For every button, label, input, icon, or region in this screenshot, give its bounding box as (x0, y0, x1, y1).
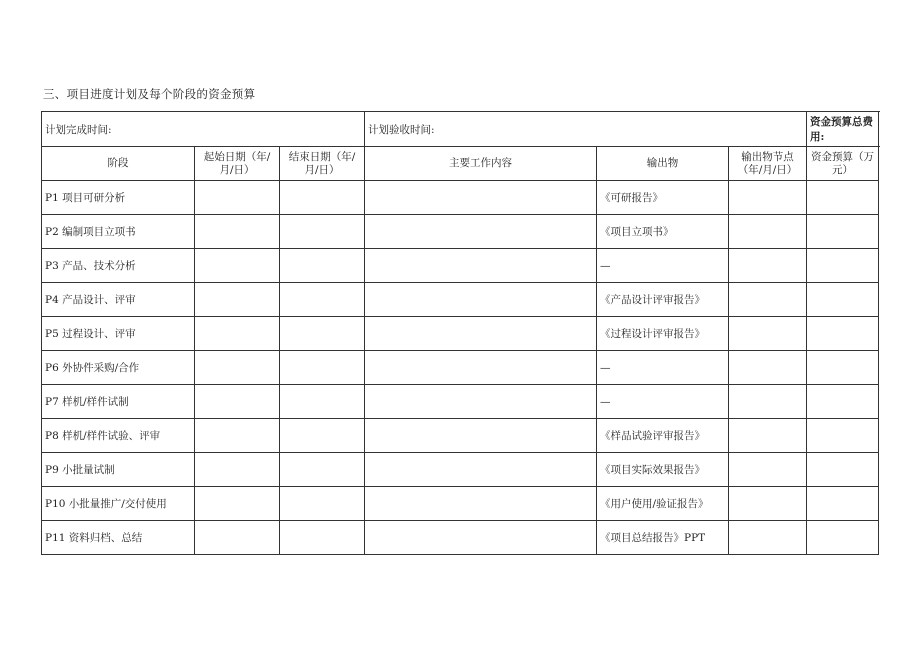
output-node-cell[interactable] (729, 521, 807, 555)
main-work-cell[interactable] (365, 283, 597, 317)
output-node-cell[interactable] (729, 283, 807, 317)
stage-cell: P6 外协件采购/合作 (42, 351, 195, 385)
start-date-cell[interactable] (195, 249, 280, 283)
start-date-cell[interactable] (195, 317, 280, 351)
end-date-cell[interactable] (280, 419, 365, 453)
budget-cell[interactable] (807, 317, 879, 351)
output-node-cell[interactable] (729, 181, 807, 215)
header-output-node: 输出物节点（年/月/日） (729, 147, 807, 181)
output-cell: — (597, 249, 729, 283)
start-date-cell[interactable] (195, 351, 280, 385)
output-node-cell[interactable] (729, 487, 807, 521)
start-date-cell[interactable] (195, 487, 280, 521)
table-row (42, 317, 879, 351)
output-cell: 《项目总结报告》PPT (597, 521, 729, 555)
completion-time-field[interactable]: 计划完成时间: (42, 112, 365, 147)
section-title: 三、项目进度计划及每个阶段的资金预算 (43, 87, 256, 101)
main-work-cell[interactable] (365, 453, 597, 487)
budget-cell[interactable] (807, 215, 879, 249)
start-date-cell[interactable] (195, 385, 280, 419)
budget-cell[interactable] (807, 453, 879, 487)
output-cell: 《用户使用/验证报告》 (597, 487, 729, 521)
header-start-date: 起始日期（年/月/日） (195, 147, 280, 181)
start-date-cell[interactable] (195, 181, 280, 215)
budget-cell[interactable] (807, 521, 879, 555)
end-date-cell[interactable] (280, 351, 365, 385)
budget-cell[interactable] (807, 249, 879, 283)
output-node-cell[interactable] (729, 351, 807, 385)
start-date-cell[interactable] (195, 453, 280, 487)
output-node-cell[interactable] (729, 215, 807, 249)
budget-cell[interactable] (807, 385, 879, 419)
budget-cell[interactable] (807, 181, 879, 215)
main-work-cell[interactable] (365, 215, 597, 249)
output-node-cell[interactable] (729, 385, 807, 419)
output-node-cell[interactable] (729, 453, 807, 487)
output-cell: 《产品设计评审报告》 (597, 283, 729, 317)
start-date-cell[interactable] (195, 215, 280, 249)
end-date-cell[interactable] (280, 283, 365, 317)
output-cell: 《可研报告》 (597, 181, 729, 215)
header-output: 输出物 (597, 147, 729, 181)
start-date-cell[interactable] (195, 419, 280, 453)
table-row (42, 521, 879, 555)
summary-row (42, 112, 879, 147)
main-work-cell[interactable] (365, 419, 597, 453)
stage-cell: P2 编制项目立项书 (42, 215, 195, 249)
budget-cell[interactable] (807, 419, 879, 453)
end-date-cell[interactable] (280, 317, 365, 351)
output-cell: — (597, 351, 729, 385)
end-date-cell[interactable] (280, 453, 365, 487)
table-row (42, 487, 879, 521)
table-row (42, 419, 879, 453)
start-date-cell[interactable] (195, 521, 280, 555)
output-cell: — (597, 385, 729, 419)
total-budget-field[interactable]: 资金预算总费用: (807, 112, 879, 147)
stage-cell: P7 样机/样件试制 (42, 385, 195, 419)
output-node-cell[interactable] (729, 419, 807, 453)
table-row (42, 385, 879, 419)
table-row (42, 249, 879, 283)
end-date-cell[interactable] (280, 181, 365, 215)
stage-cell: P9 小批量试制 (42, 453, 195, 487)
output-cell: 《项目实际效果报告》 (597, 453, 729, 487)
output-node-cell[interactable] (729, 317, 807, 351)
header-end-date: 结束日期（年/月/日） (280, 147, 365, 181)
end-date-cell[interactable] (280, 487, 365, 521)
header-row (42, 147, 879, 181)
stage-cell: P10 小批量推广/交付使用 (42, 487, 195, 521)
output-cell: 《项目立项书》 (597, 215, 729, 249)
main-work-cell[interactable] (365, 317, 597, 351)
table-row (42, 453, 879, 487)
main-work-cell[interactable] (365, 181, 597, 215)
table-row (42, 181, 879, 215)
stage-cell: P5 过程设计、评审 (42, 317, 195, 351)
output-node-cell[interactable] (729, 249, 807, 283)
main-work-cell[interactable] (365, 249, 597, 283)
stage-cell: P3 产品、技术分析 (42, 249, 195, 283)
output-cell: 《样品试验评审报告》 (597, 419, 729, 453)
end-date-cell[interactable] (280, 249, 365, 283)
schedule-budget-table (41, 111, 879, 555)
stage-cell: P4 产品设计、评审 (42, 283, 195, 317)
end-date-cell[interactable] (280, 521, 365, 555)
start-date-cell[interactable] (195, 283, 280, 317)
budget-cell[interactable] (807, 351, 879, 385)
stage-cell: P11 资料归档、总结 (42, 521, 195, 555)
header-stage: 阶段 (42, 147, 195, 181)
header-main-work: 主要工作内容 (365, 147, 597, 181)
table-row (42, 283, 879, 317)
budget-cell[interactable] (807, 283, 879, 317)
stage-cell: P8 样机/样件试验、评审 (42, 419, 195, 453)
output-cell: 《过程设计评审报告》 (597, 317, 729, 351)
end-date-cell[interactable] (280, 215, 365, 249)
header-budget: 资金预算（万元） (807, 147, 879, 181)
budget-cell[interactable] (807, 487, 879, 521)
end-date-cell[interactable] (280, 385, 365, 419)
main-work-cell[interactable] (365, 351, 597, 385)
table-row (42, 215, 879, 249)
main-work-cell[interactable] (365, 487, 597, 521)
acceptance-time-field[interactable]: 计划验收时间: (365, 112, 807, 147)
main-work-cell[interactable] (365, 385, 597, 419)
stage-cell: P1 项目可研分析 (42, 181, 195, 215)
table-row (42, 351, 879, 385)
main-work-cell[interactable] (365, 521, 597, 555)
